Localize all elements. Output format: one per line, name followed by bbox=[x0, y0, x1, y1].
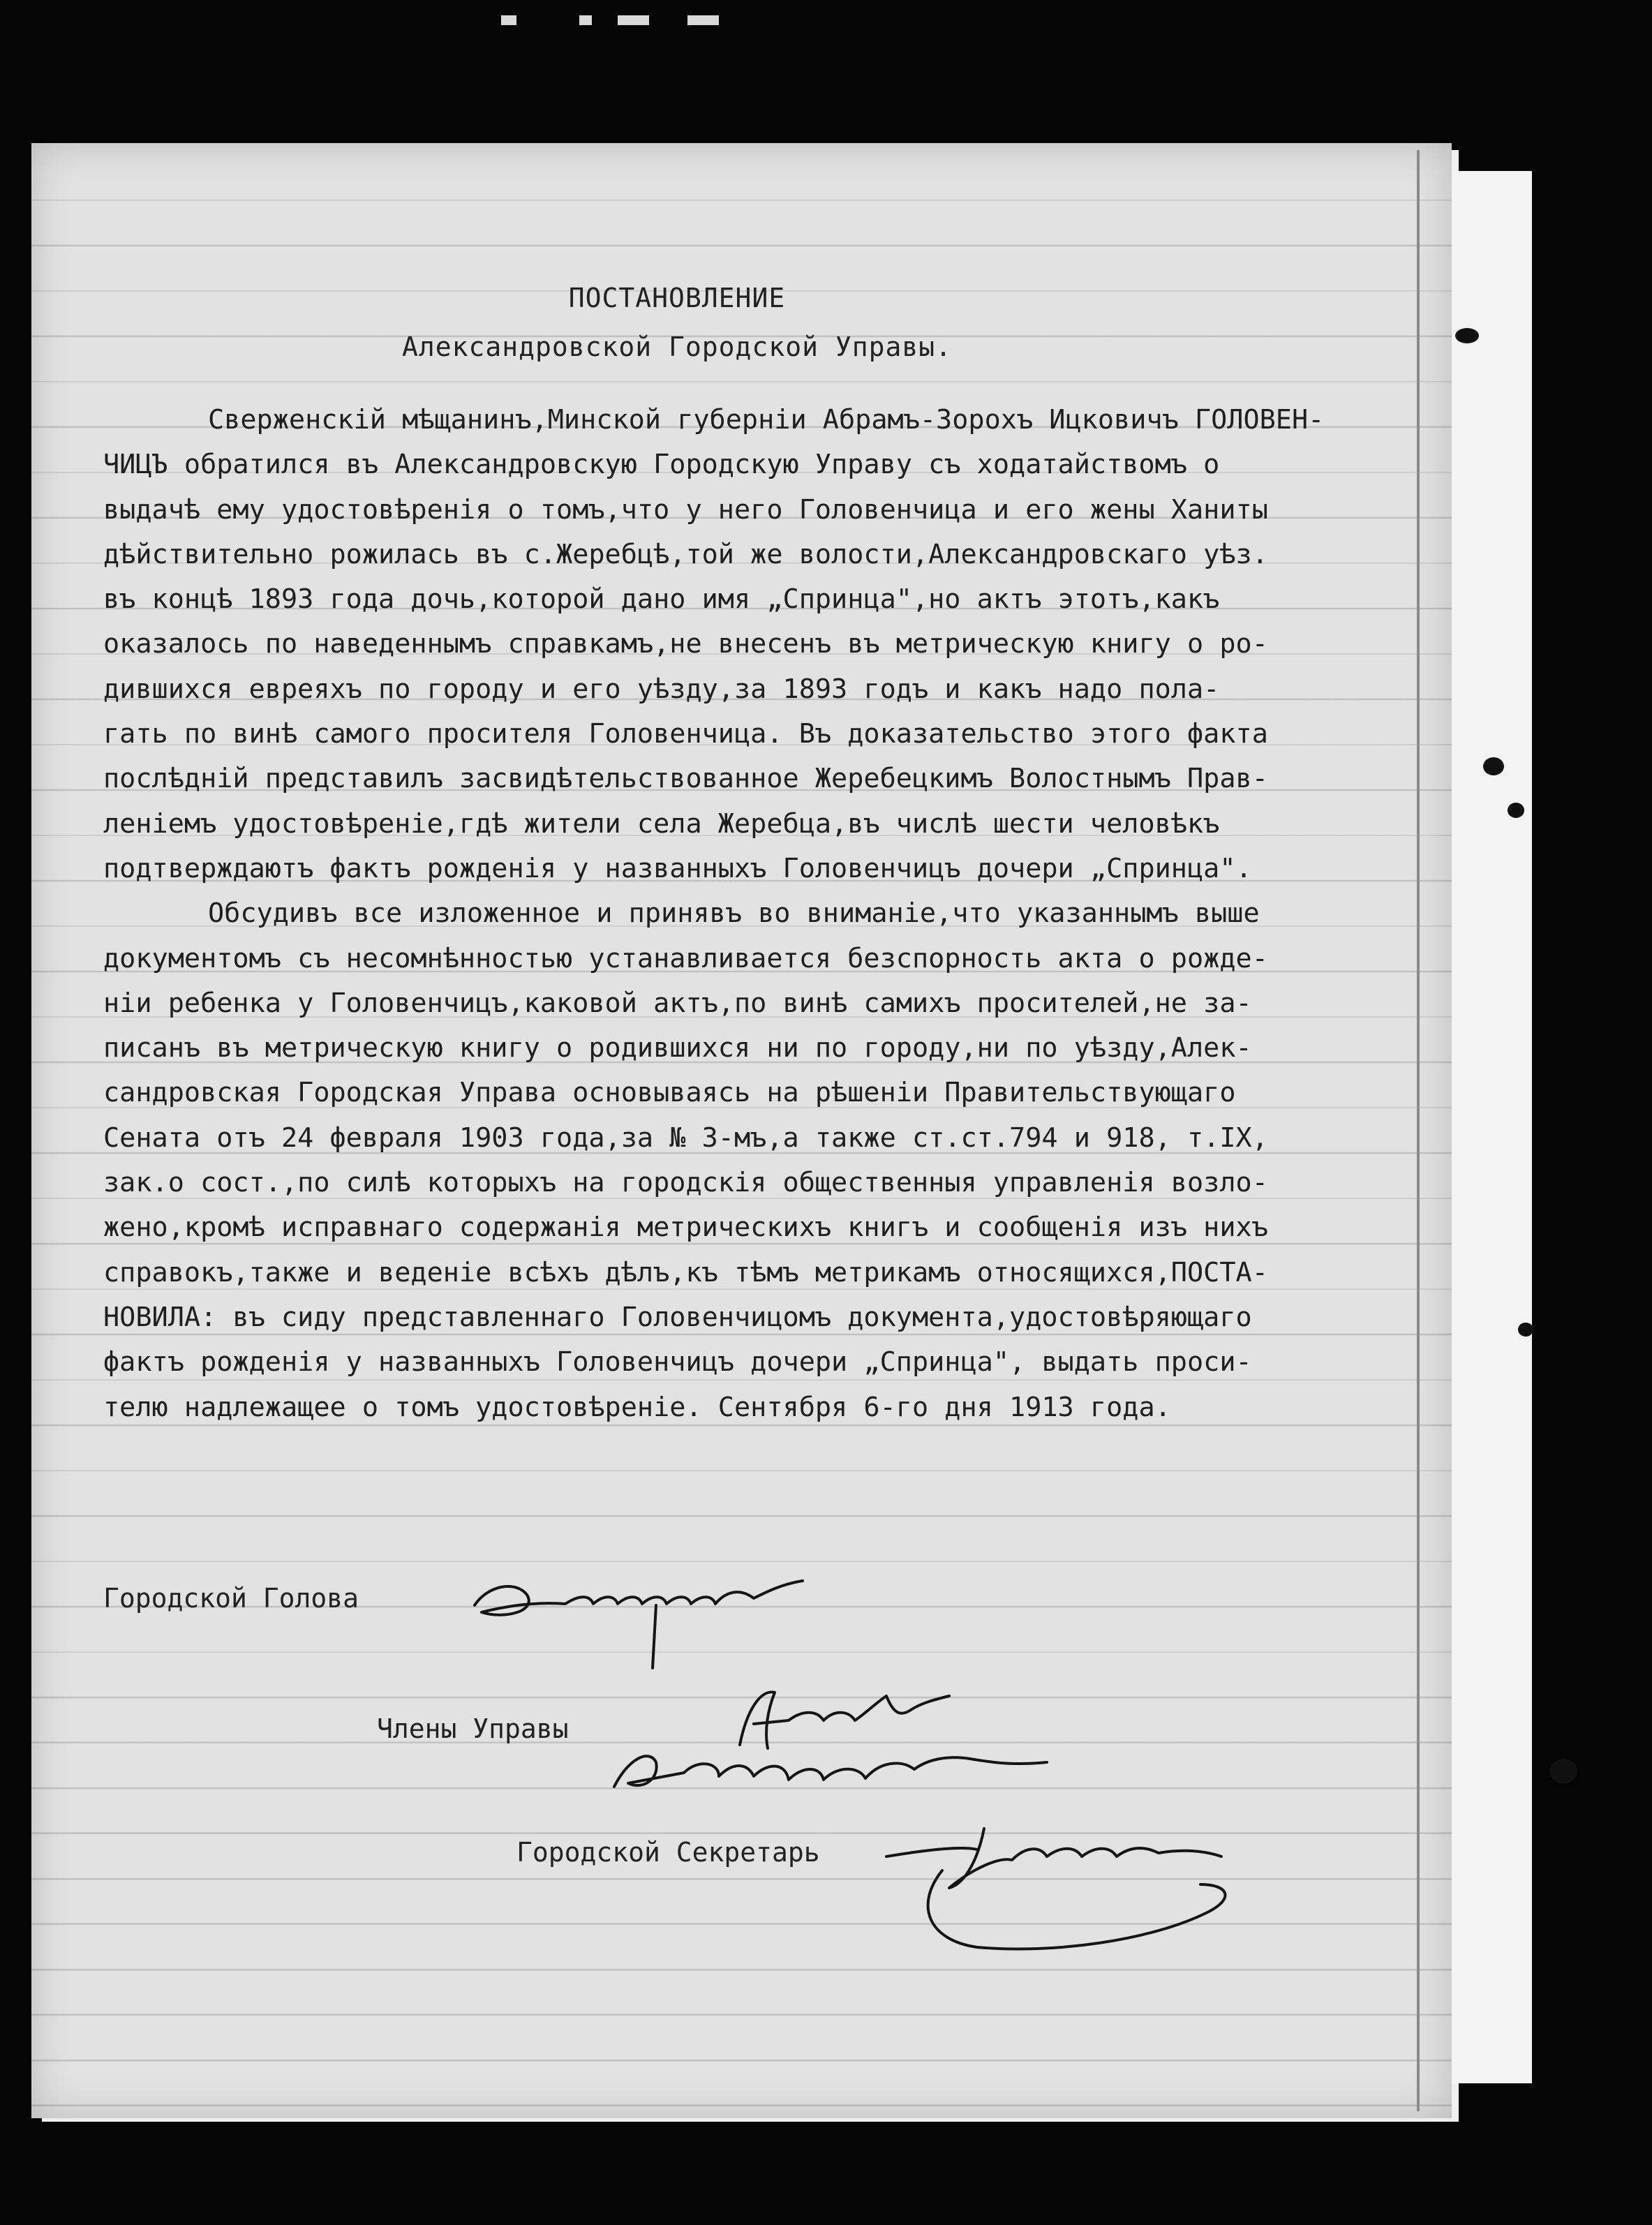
text-line: Сверженскій мѣщанинъ,Минской губерніи Абрамъ-Зорохъ Ицковичъ ГОЛОВЕН- bbox=[208, 404, 1325, 436]
text-line: документомъ съ несомнѣнностью устанавливается безспорность акта о рожде- bbox=[103, 942, 1268, 974]
paragraph-petition bbox=[103, 398, 1429, 891]
text-line: ніи ребенка у Головенчицъ,каковой актъ,по винѣ самихъ просителей,не за- bbox=[103, 987, 1252, 1019]
film-mark bbox=[687, 15, 719, 25]
film-mark bbox=[579, 15, 592, 25]
text-line: гать по винѣ самого просителя Головенчица. Въ доказательство этого факта bbox=[103, 718, 1268, 750]
text-line: писанъ въ метрическую книгу о родившихся ни по городу,ни по уѣзду,Алек- bbox=[103, 1032, 1252, 1064]
text-line: справокъ,также и веденіе всѣхъ дѣлъ,къ тѣмъ метрикамъ относящихся,ПОСТА- bbox=[103, 1256, 1268, 1288]
text-line: дившихся евреяхъ по городу и его уѣзду,за 1893 годъ и какъ надо пола- bbox=[103, 673, 1220, 705]
text-line: выдачѣ ему удостовѣренія о томъ,что у него Головенчица и его жены Ханиты bbox=[103, 493, 1268, 526]
text-line: зак.о сост.,по силѣ которыхъ на городскія общественныя управленія возло- bbox=[103, 1167, 1268, 1199]
ink-blot bbox=[1455, 328, 1479, 343]
secretary-signature bbox=[872, 1808, 1375, 1968]
ink-blot bbox=[1549, 1759, 1577, 1784]
ink-blot bbox=[1508, 803, 1524, 818]
film-mark bbox=[501, 15, 516, 25]
text-line: Обсудивъ все изложенное и принявъ во вниманіе,что указаннымъ выше bbox=[208, 898, 1260, 930]
text-line: ЧИЦЪ обратился въ Александровскую Городскую Управу съ ходатайствомъ о bbox=[103, 449, 1220, 481]
text-line: Сената отъ 24 февраля 1903 года,за № 3-мъ,а также ст.ст.794 и 918, т.IX, bbox=[103, 1122, 1268, 1154]
document-subtitle: Александровской Городской Управы. bbox=[402, 332, 952, 362]
member-signature-2 bbox=[600, 1731, 1089, 1815]
text-line: дѣйствительно рожилась въ с.Жеребцѣ,той же волости,Александровскаго уѣз. bbox=[103, 538, 1268, 570]
text-line: подтверждаютъ фактъ рожденія у названныхъ Головенчицъ дочери „Спринца". bbox=[103, 852, 1252, 884]
text-line: въ концѣ 1893 года дочь,которой дано имя „Спринца",но актъ этотъ,какъ bbox=[103, 583, 1220, 616]
secretary-label: Городской Секретарь bbox=[516, 1837, 820, 1868]
text-line: фактъ рожденія у названныхъ Головенчицъ дочери „Спринца", выдать проси- bbox=[103, 1346, 1252, 1378]
mayor-signature bbox=[461, 1563, 824, 1675]
paragraph-resolution bbox=[103, 891, 1429, 1430]
mayor-label: Городской Голова bbox=[103, 1583, 359, 1614]
document-title: ПОСТАНОВЛЕНИЕ bbox=[568, 283, 786, 313]
members-label: Члены Управы bbox=[377, 1713, 569, 1744]
text-line: НОВИЛА: въ сиду представленнаго Головенчицомъ документа,удостовѣряющаго bbox=[103, 1301, 1252, 1333]
text-line: сандровская Городская Управа основываясь на рѣшеніи Правительствующаго bbox=[103, 1077, 1236, 1109]
text-line: телю надлежащее о томъ удостовѣреніе. Сентября 6-го дня 1913 года. bbox=[103, 1391, 1171, 1423]
text-line: жено,кромѣ исправнаго содержанія метрическихъ книгъ и сообщенія изъ нихъ bbox=[103, 1212, 1268, 1244]
ink-blot bbox=[1518, 1323, 1533, 1337]
ink-blot bbox=[1483, 757, 1504, 775]
document-body bbox=[103, 398, 1429, 1430]
text-line: оказалось по наведеннымъ справкамъ,не внесенъ въ метрическую книгу о ро- bbox=[103, 628, 1268, 660]
text-line: послѣдній представилъ засвидѣтельствованное Жеребецкимъ Волостнымъ Прав- bbox=[103, 763, 1268, 795]
text-line: леніемъ удостовѣреніе,гдѣ жители села Жеребца,въ числѣ шести человѣкъ bbox=[103, 808, 1220, 840]
film-mark bbox=[618, 15, 649, 25]
underlying-page-edge bbox=[1445, 171, 1532, 2083]
